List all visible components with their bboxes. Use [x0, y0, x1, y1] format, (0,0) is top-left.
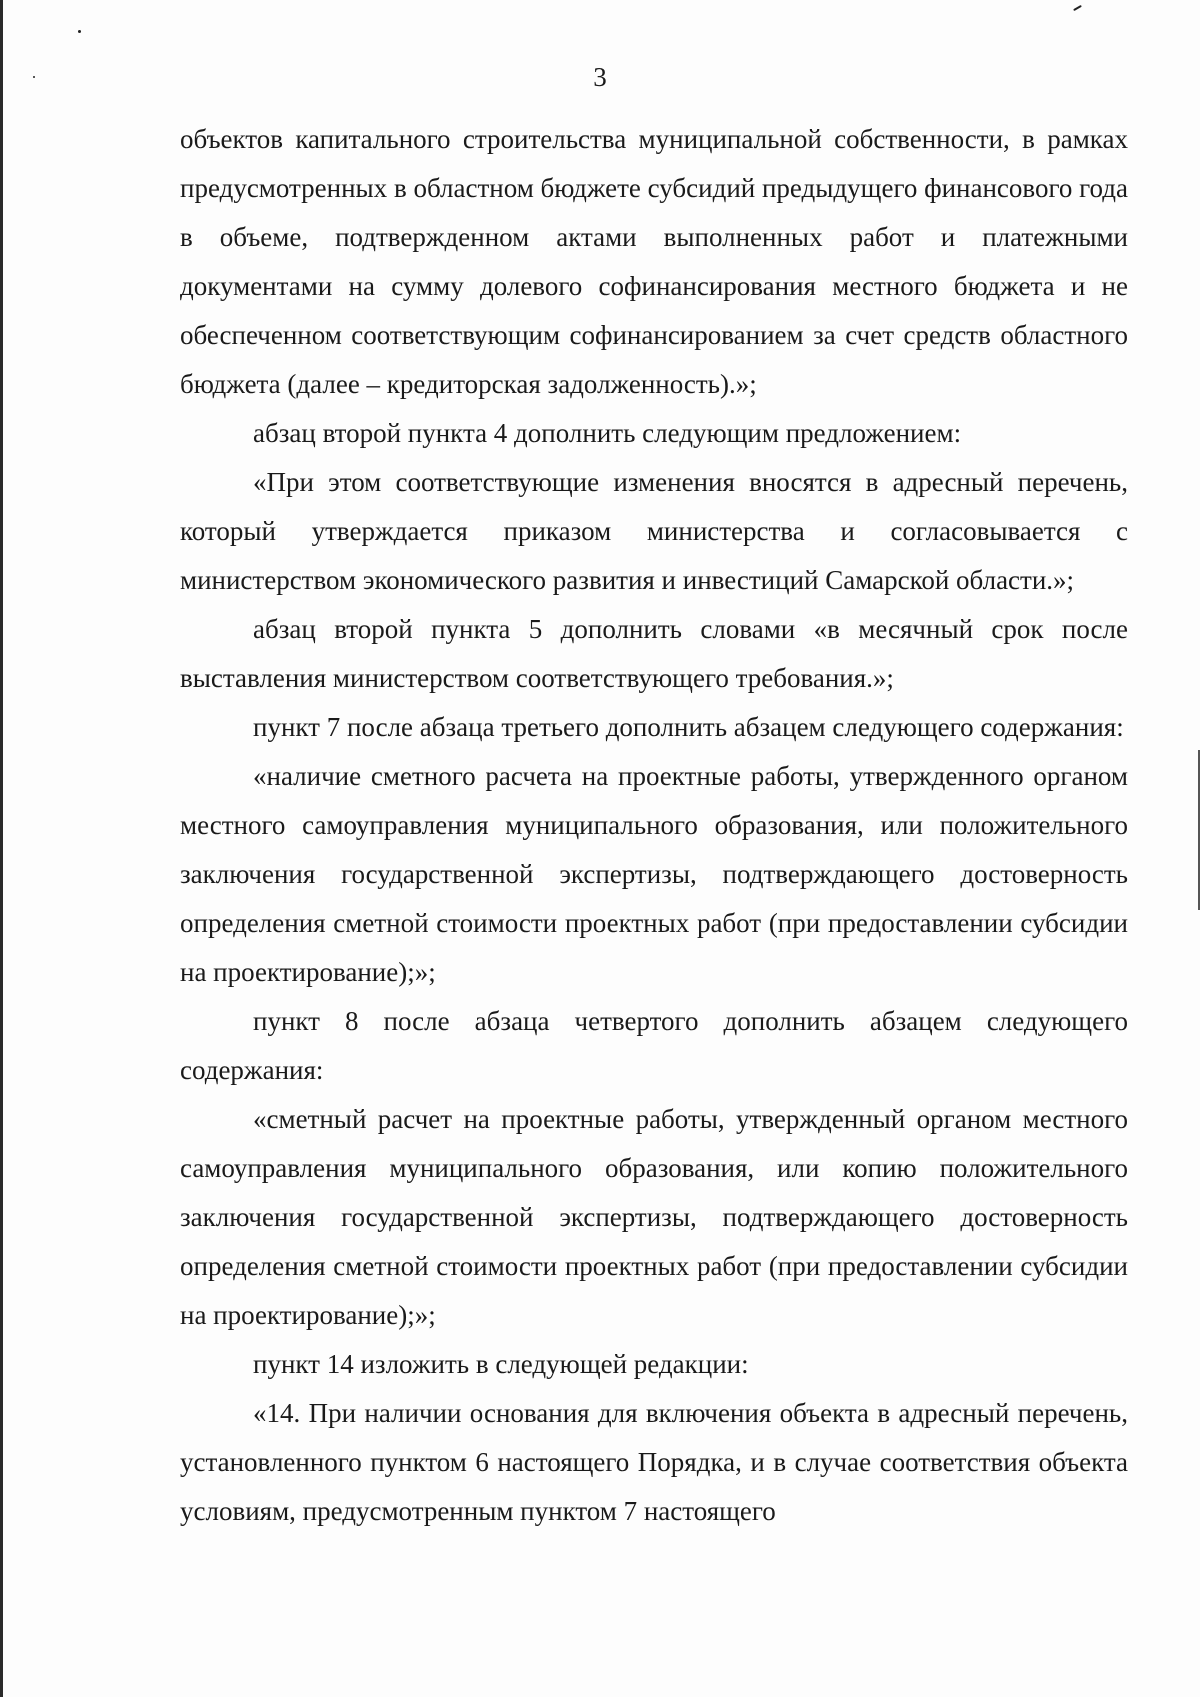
paragraph: пункт 14 изложить в следующей редакции:: [253, 1349, 749, 1379]
paragraph: «При этом соответствующие изменения вносятся в адресный перечень, который утверждается приказом министерства и согласовывается с министерством экономического развития и инвестиций Самарской области.»;: [180, 467, 1128, 595]
scan-speck: [78, 30, 81, 33]
paragraph: «14. При наличии основания для включения объекта в адресный перечень, установленного пунктом 6 настоящего Порядка, и в случае соответствия объекта условиям, предусмотренным пунктом 7 настоящего: [180, 1398, 1128, 1526]
paragraph: абзац второй пункта 5 дополнить словами «в месячный срок после выставления министерством соответствующего требования.»;: [180, 614, 1128, 693]
scan-left-edge: [0, 0, 3, 1697]
paragraph: объектов капитального строительства муниципальной собственности, в рамках предусмотренных в областном бюджете субсидий предыдущего финансового года в объеме, подтвержденном актами выполненных работ и платежными документами на сумму долевого софинансирования местного бюджета и не обеспеченном соответствующим софинансированием за счет средств областного бюджета (далее – кредиторская задолженность).»;: [180, 124, 1128, 399]
paragraph: пункт 7 после абзаца третьего дополнить абзацем следующего содержания:: [253, 712, 1124, 742]
scan-speck: [1073, 5, 1082, 11]
page-number: 3: [593, 62, 607, 92]
paragraph: абзац второй пункта 4 дополнить следующим предложением:: [253, 418, 962, 448]
paragraph: пункт 8 после абзаца четвертого дополнить абзацем следующего содержания:: [180, 1006, 1128, 1085]
document-body: [180, 115, 1128, 1536]
paragraph: «наличие сметного расчета на проектные работы, утвержденного органом местного самоуправления муниципального образования, или положительного заключения государственной экспертизы, подтверждающего достоверность определения сметной стоимости проектных работ (при предоставлении субсидии на проектирование);»;: [180, 761, 1128, 987]
paragraph: «сметный расчет на проектные работы, утвержденный органом местного самоуправления муниципального образования, или копию положительного заключения государственной экспертизы, подтверждающего достоверность определения сметной стоимости проектных работ (при предоставлении субсидии на проектирование);»;: [180, 1104, 1128, 1330]
